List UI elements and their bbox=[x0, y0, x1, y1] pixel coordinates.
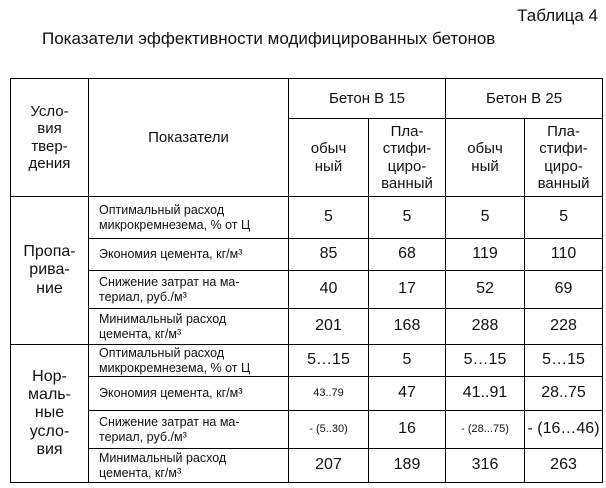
value-cell: 47 bbox=[369, 377, 446, 411]
condition-cell: Нор- маль- ные усло- вия bbox=[11, 345, 89, 483]
table-row bbox=[11, 309, 603, 345]
value-cell: 52 bbox=[446, 271, 525, 309]
value-cell: 263 bbox=[525, 449, 603, 483]
value-cell: 5 bbox=[525, 197, 603, 239]
indicator-cell: Снижение затрат на ма- териал, руб./м³ bbox=[89, 271, 289, 309]
value-cell: 316 bbox=[446, 449, 525, 483]
table-row bbox=[11, 449, 603, 483]
value-cell: 17 bbox=[369, 271, 446, 309]
table-title: Показатели эффективности модифицированных бетонов bbox=[42, 29, 496, 48]
table-row bbox=[11, 345, 603, 377]
header-b25-ordinary: обыч ный bbox=[446, 119, 525, 197]
indicator-cell: Экономия цемента, кг/м³ bbox=[89, 239, 289, 271]
indicator-cell: Экономия цемента, кг/м³ bbox=[89, 377, 289, 411]
value-cell: 207 bbox=[289, 449, 369, 483]
efficiency-table bbox=[10, 78, 603, 483]
value-cell: 119 bbox=[446, 239, 525, 271]
table-row bbox=[11, 271, 603, 309]
value-cell: 43..79 bbox=[289, 377, 369, 411]
indicator-cell: Оптимальный расход микрокремнезема, % от Ц bbox=[89, 197, 289, 239]
value-cell: 16 bbox=[369, 411, 446, 449]
header-conditions: Усло- вия твер- дения bbox=[11, 79, 89, 197]
table-number: Таблица 4 bbox=[517, 6, 598, 25]
value-cell: 5 bbox=[369, 197, 446, 239]
value-cell: 40 bbox=[289, 271, 369, 309]
value-cell: 41..91 bbox=[446, 377, 525, 411]
value-cell: 228 bbox=[525, 309, 603, 345]
value-cell: 189 bbox=[369, 449, 446, 483]
value-cell: 168 bbox=[369, 309, 446, 345]
value-cell: 5 bbox=[369, 345, 446, 377]
indicator-cell: Оптимальный расход микрокремнезема, % от Ц bbox=[89, 345, 289, 377]
table-row bbox=[11, 197, 603, 239]
header-indicators: Показатели bbox=[89, 79, 289, 197]
value-cell: 288 bbox=[446, 309, 525, 345]
value-cell: 110 bbox=[525, 239, 603, 271]
indicator-cell: Минимальный расход цемента, кг/м³ bbox=[89, 449, 289, 483]
value-cell: 5…15 bbox=[525, 345, 603, 377]
value-cell: 68 bbox=[369, 239, 446, 271]
value-cell: 5…15 bbox=[446, 345, 525, 377]
table-row bbox=[11, 411, 603, 449]
header-b25-plasticized: Пла- стифи- циро- ванный bbox=[525, 119, 603, 197]
header-b15-plasticized: Пла- стифи- циро- ванный bbox=[369, 119, 446, 197]
indicator-cell: Снижение затрат на ма- териал, руб./м³ bbox=[89, 411, 289, 449]
condition-cell: Пропа- рива- ние bbox=[11, 197, 89, 345]
value-cell: - (28...75) bbox=[446, 411, 525, 449]
value-cell: 85 bbox=[289, 239, 369, 271]
value-cell: 28..75 bbox=[525, 377, 603, 411]
table-row bbox=[11, 377, 603, 411]
value-cell: 69 bbox=[525, 271, 603, 309]
indicator-cell: Минимальный расход цемента, кг/м³ bbox=[89, 309, 289, 345]
header-concrete-b25: Бетон В 25 bbox=[446, 79, 603, 119]
table-row bbox=[11, 239, 603, 271]
value-cell: - (5..30) bbox=[289, 411, 369, 449]
value-cell: - (16…46) bbox=[525, 411, 603, 449]
value-cell: 5 bbox=[446, 197, 525, 239]
value-cell: 201 bbox=[289, 309, 369, 345]
header-concrete-b15: Бетон В 15 bbox=[289, 79, 446, 119]
value-cell: 5 bbox=[289, 197, 369, 239]
header-b15-ordinary: обыч ный bbox=[289, 119, 369, 197]
value-cell: 5…15 bbox=[289, 345, 369, 377]
